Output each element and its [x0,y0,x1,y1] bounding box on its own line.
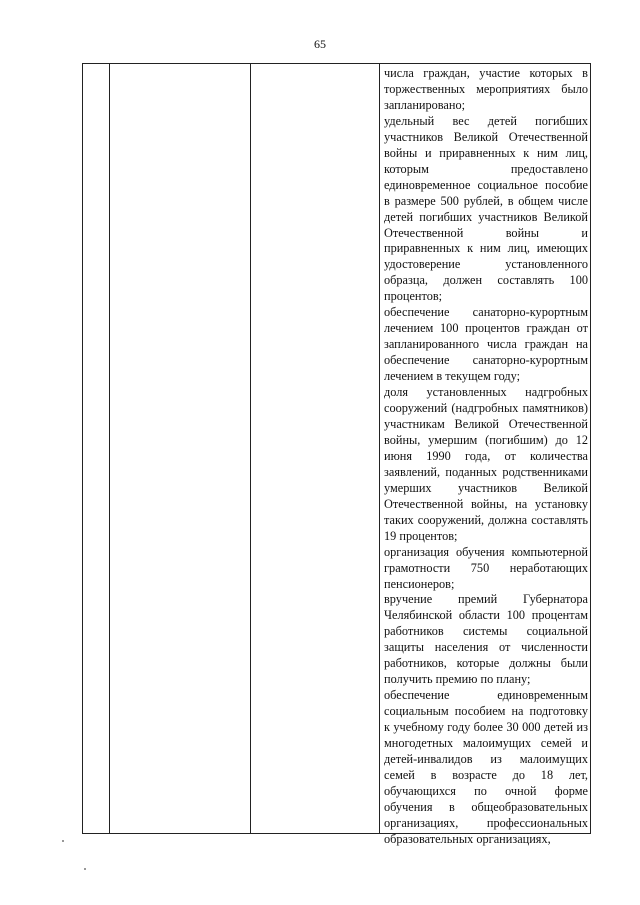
column-divider-1 [109,64,110,833]
scan-speck [84,868,86,870]
continuation-table [82,63,591,846]
column-divider-2 [250,64,251,833]
column-divider-3 [379,64,380,833]
scan-speck [62,840,64,842]
indicators-cell-text: числа граждан, участие которых в торжественных мероприятиях было запланировано; удельный вес детей погибших участников Великой Отечественной войны и приравненных к ним лиц, которым предоставлено единовременное социальное пособие в размере 500 рублей, в общем числе детей погибших участников Великой Отечественной войны и приравненных к ним лиц, имеющих удостоверение установленного образца, должен составлять 100 процентов; обеспечение санаторно-курортным лечением 100 процентов граждан от запланированного числа граждан на обеспечение санаторно-курортным лечением в текущем году; доля установленных надгробных сооружений (надгробных памятников) участникам Великой Отечественной войны, умершим (погибшим) до 12 июня 1990 года, от количества заявлений, поданных родственниками умерших участников Великой Отечественной войны, на установку таких сооружений, должна составлять 19 процентов; организация обучения компьютерной грамотности 750 неработающих пенсионеров; вручение премий Губернатора Челябинской области 100 процентам работников системы социальной защиты населения от численности работников, которые должны были получить премию по плану; обеспечение единовременным социальным пособием на подготовку к учебному году более 30 000 детей из многодетных малоимущих семей и детей-инвалидов из малоимущих семей в возрасте до 18 лет, обучающихся по очной форме обучения в общеобразовательных организациях, профессиональных образовательных организациях, [384,66,588,846]
page-number: 65 [314,37,326,51]
